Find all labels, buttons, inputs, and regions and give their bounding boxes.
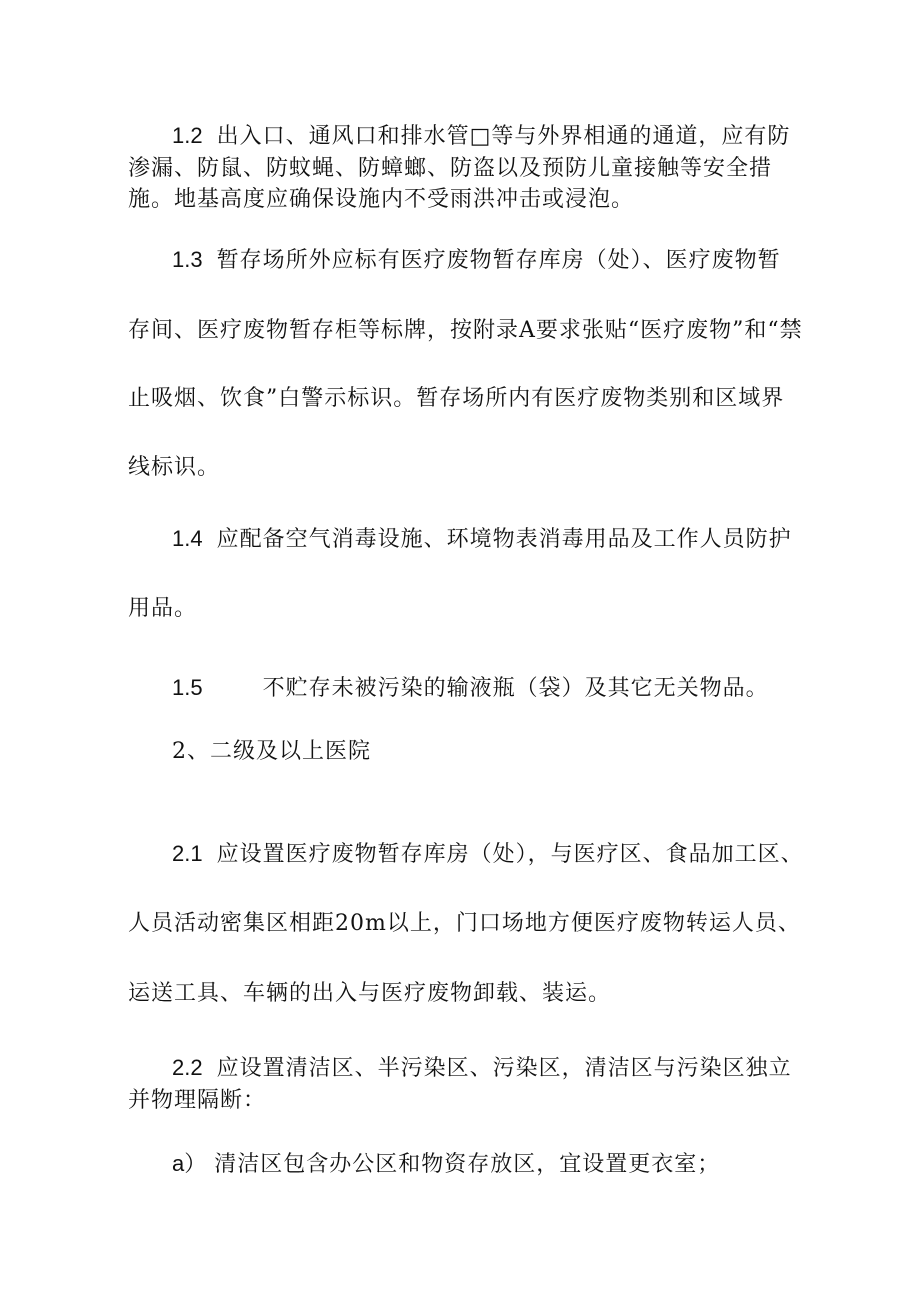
paragraph-2-2-line-2: 并物理隔断： [128,1088,267,1113]
paragraph-1-4-text-1: 应配备空气消毒设施、环境物表消毒用品及工作人员防护 [216,527,792,552]
paragraph-1-2-line-3: 施。地基高度应确保设施内不受雨洪冲击或浸泡。 [128,187,635,212]
section-number-1-2: 1.2 [172,123,203,148]
section-number-1-5: 1.5 [172,675,203,700]
paragraph-1-2-line-2: 渗漏、防鼠、防蚊蝇、防蟑螂、防盗以及预防儿童接触等安全措 [128,156,773,181]
paragraph-1-3-line-2: 存间、医疗废物暂存柜等标牌，按附录A要求张贴“医疗废物”和“禁 [128,318,803,343]
paragraph-1-5-text-1: 不贮存未被污染的输液瓶（袋）及其它无关物品。 [262,676,769,701]
list-item-a-text: 清洁区包含办公区和物资存放区，宜设置更衣室； [214,1152,721,1177]
section-number-1-3: 1.3 [172,247,203,272]
section-heading-2: 2、二级及以上医院 [172,739,371,764]
paragraph-2-1-line-3: 运送工具、车辆的出入与医疗废物卸载、装运。 [128,981,612,1006]
paragraph-2-2-text-1: 应设置清洁区、半污染区、污染区，清洁区与污染区独立 [216,1056,792,1081]
paragraph-1-3-line-1 [172,245,781,276]
paragraph-1-2-text-1: 出入口、通风口和排水管□等与外界相通的通道，应有防 [216,124,791,149]
paragraph-2-1-text-1: 应设置医疗废物暂存库房（处），与医疗区、食品加工区、 [216,842,804,867]
section-number-2-1: 2.1 [172,841,203,866]
paragraph-2-1-line-2: 人员活动密集区相距20m以上，门口场地方便医疗废物转运人员、 [128,911,801,936]
paragraph-1-4-line-1 [172,524,792,555]
paragraph-1-3-text-1: 暂存场所外应标有医疗废物暂存库房（处）、医疗废物暂 [216,248,781,273]
list-item-a [172,1149,720,1180]
list-item-a-label: a） [172,1151,207,1176]
paragraph-1-2-line-1 [172,121,790,152]
section-number-1-4: 1.4 [172,526,203,551]
section-number-2-2: 2.2 [172,1055,203,1080]
paragraph-1-3-line-3: 止吸烟、饮食”白警示标识。暂存场所内有医疗废物类别和区域界 [128,386,785,411]
paragraph-1-5-line-1 [172,673,769,704]
paragraph-1-4-line-2: 用品。 [128,596,198,621]
paragraph-2-2-line-1 [172,1053,792,1084]
paragraph-1-3-line-4: 线标识。 [128,455,221,480]
paragraph-2-1-line-1 [172,839,804,870]
